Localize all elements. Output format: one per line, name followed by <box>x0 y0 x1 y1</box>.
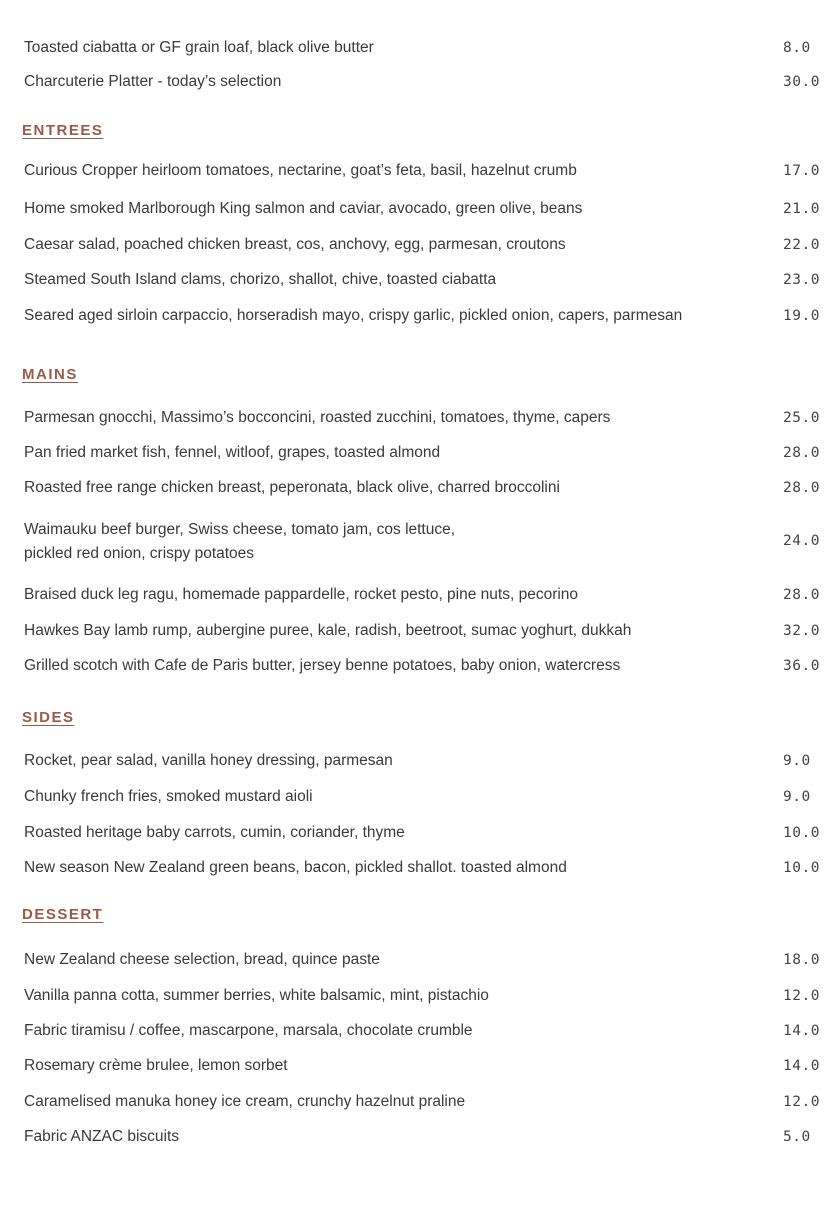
item-price: 9.0 <box>783 789 811 805</box>
item-name: Charcuterie Platter - today’s selection <box>24 73 282 90</box>
item-price: 28.0 <box>783 587 820 603</box>
item-name: New season New Zealand green beans, bacon, pickled shallot. toasted almond <box>24 859 567 876</box>
item-price: 30.0 <box>783 74 820 90</box>
item-price: 8.0 <box>783 40 811 56</box>
section-title: DESSERT <box>22 906 104 923</box>
item-price: 14.0 <box>783 1058 820 1074</box>
item-price: 10.0 <box>783 825 820 841</box>
item-name: Fabric tiramisu / coffee, mascarpone, marsala, chocolate crumble <box>24 1022 473 1039</box>
item-price: 24.0 <box>783 533 820 549</box>
item-name: Home smoked Marlborough King salmon and caviar, avocado, green olive, beans <box>24 200 583 217</box>
item-price: 9.0 <box>783 753 811 769</box>
item-name: Rosemary crème brulee, lemon sorbet <box>24 1057 288 1074</box>
item-name: Waimauku beef burger, Swiss cheese, tomato jam, cos lettuce, <box>24 521 456 538</box>
item-name: Roasted heritage baby carrots, cumin, coriander, thyme <box>24 824 405 841</box>
item-name: Parmesan gnocchi, Massimo’s bocconcini, roasted zucchini, tomatoes, thyme, capers <box>24 409 611 426</box>
item-name: Pan fried market fish, fennel, witloof, grapes, toasted almond <box>24 444 441 461</box>
item-name: Curious Cropper heirloom tomatoes, nectarine, goat’s feta, basil, hazelnut crumb <box>24 162 577 179</box>
item-price: 22.0 <box>783 237 820 253</box>
item-price: 19.0 <box>783 308 820 324</box>
item-price: 25.0 <box>783 410 820 426</box>
item-price: 5.0 <box>783 1129 811 1145</box>
item-price: 28.0 <box>783 445 820 461</box>
item-price: 18.0 <box>783 952 820 968</box>
item-name: Caesar salad, poached chicken breast, cos, anchovy, egg, parmesan, croutons <box>24 236 566 253</box>
item-price: 21.0 <box>783 201 820 217</box>
item-name: Braised duck leg ragu, homemade pappardelle, rocket pesto, pine nuts, pecorino <box>24 586 579 603</box>
item-name: Rocket, pear salad, vanilla honey dressing, parmesan <box>24 752 393 769</box>
item-name: Toasted ciabatta or GF grain loaf, black olive butter <box>24 39 374 56</box>
item-name: Roasted free range chicken breast, peperonata, black olive, charred broccolini <box>24 479 560 496</box>
item-name: Seared aged sirloin carpaccio, horseradish mayo, crispy garlic, pickled onion, capers, parmesan <box>24 307 683 324</box>
item-price: 28.0 <box>783 480 820 496</box>
item-name: New Zealand cheese selection, bread, quince paste <box>24 951 380 968</box>
item-name-line2: pickled red onion, crispy potatoes <box>24 545 255 562</box>
item-name: Grilled scotch with Cafe de Paris butter, jersey benne potatoes, baby onion, watercress <box>24 657 621 674</box>
item-price: 10.0 <box>783 860 820 876</box>
section-title: ENTREES <box>22 122 104 139</box>
item-price: 12.0 <box>783 1094 820 1110</box>
item-name: Vanilla panna cotta, summer berries, white balsamic, mint, pistachio <box>24 987 489 1004</box>
item-price: 12.0 <box>783 988 820 1004</box>
item-name: Caramelised manuka honey ice cream, crunchy hazelnut praline <box>24 1093 466 1110</box>
section-title: MAINS <box>22 366 78 383</box>
section-title: SIDES <box>22 709 75 726</box>
item-name: Hawkes Bay lamb rump, aubergine puree, kale, radish, beetroot, sumac yoghurt, dukkah <box>24 622 632 639</box>
item-price: 14.0 <box>783 1023 820 1039</box>
item-name: Chunky french fries, smoked mustard aioli <box>24 788 313 805</box>
item-name: Steamed South Island clams, chorizo, shallot, chive, toasted ciabatta <box>24 271 497 288</box>
item-price: 17.0 <box>783 163 820 179</box>
item-price: 23.0 <box>783 272 820 288</box>
item-name: Fabric ANZAC biscuits <box>24 1128 180 1145</box>
item-price: 36.0 <box>783 658 820 674</box>
item-price: 32.0 <box>783 623 820 639</box>
